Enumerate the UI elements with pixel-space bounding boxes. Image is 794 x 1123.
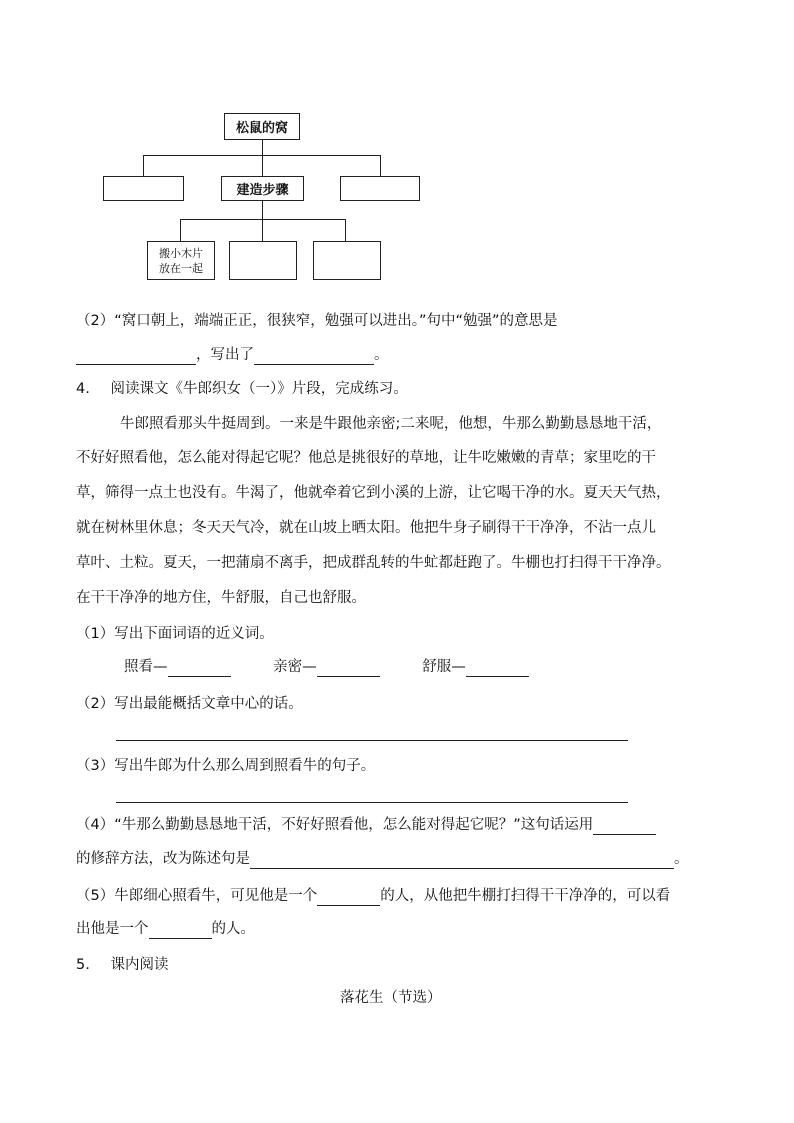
diagram-leaf-empty-box-2: [229, 241, 297, 280]
q5-passage-title: 落花生（节选）: [340, 990, 442, 1006]
connector: [262, 219, 263, 242]
q4-number: 4.: [76, 381, 90, 397]
q3-2-sep: ，写出了: [196, 347, 254, 363]
diagram-root-box: 松鼠的窝: [224, 113, 300, 140]
answer-blank[interactable]: [76, 348, 196, 365]
q4-sub5-text: 出他是一个: [76, 921, 149, 937]
q4-heading-text: 阅读课文《牛郎织女（一）》片段，完成练习。: [110, 381, 408, 397]
q3-2-answer-line: [76, 345, 389, 365]
connector: [262, 201, 263, 220]
answer-blank[interactable]: [250, 852, 674, 869]
synonym-row: [124, 657, 529, 677]
answer-blank[interactable]: [317, 889, 380, 906]
q4-sub4-text: （4）“牛那么勤勤恳恳地干活，不好好照看他，怎么能对得起它呢？”这句话运用: [76, 817, 594, 833]
connector: [345, 219, 346, 242]
synonym-word: 舒服—: [422, 659, 466, 675]
passage-line: 在干干净净的地方住，牛舒服，自己也舒服。: [76, 590, 366, 606]
q4-sub1: （1）写出下面词语的近义词。: [76, 626, 274, 642]
answer-line[interactable]: [116, 740, 628, 741]
passage-line: 牛郎照看那头牛挺周到。一来是牛跟他亲密;二来呢，他想，牛那么勤勤恳恳地干活，: [120, 416, 662, 432]
diagram-leaf-box-1: [147, 241, 215, 280]
answer-blank[interactable]: [593, 818, 656, 835]
diagram-right-empty-box: [340, 176, 420, 201]
q4-sub5-text: 的人，从他把牛棚打扫得干干净净的，可以看: [380, 888, 671, 904]
connector: [143, 155, 144, 177]
connector: [262, 140, 263, 156]
q3-2-text: （2）“窝口朝上，端端正正，很狭窄，勉强可以进出。”句中“勉强”的意思是: [76, 313, 558, 329]
q4-sub2: （2）写出最能概括文章中心的话。: [76, 696, 303, 712]
q5-heading-text: 课内阅读: [110, 957, 169, 973]
q4-sub4-line2: [76, 849, 689, 869]
q4-sub3: （3）写出牛郎为什么那么周到照看牛的句子。: [76, 758, 376, 774]
q4-sub4-text: 的修辞方法，改为陈述句是: [76, 851, 250, 867]
q4-sub5-line2: [76, 919, 255, 939]
answer-blank[interactable]: [168, 660, 231, 677]
answer-blank[interactable]: [317, 660, 380, 677]
connector: [262, 155, 263, 177]
q4-sub4-line1: [76, 815, 656, 835]
q3-2-end: 。: [374, 347, 389, 363]
q4-sub4-end: 。: [674, 851, 689, 867]
passage-line: 草叶、土粒。夏天，一把蒲扇不离手，把成群乱转的牛虻都赶跑了。牛棚也打扫得干干净净。: [76, 555, 671, 571]
answer-blank[interactable]: [466, 660, 529, 677]
answer-blank[interactable]: [149, 922, 212, 939]
q4-sub5-line1: [76, 886, 670, 906]
q4-heading: [76, 379, 408, 399]
diagram-left-empty-box: [103, 176, 184, 201]
passage-line: 草，筛得一点土也没有。牛渴了，他就牵着它到小溪的上游，让它喝干净的水。夏天天气热，: [76, 485, 671, 501]
q4-sub5-text: （5）牛郎细心照看牛，可见他是一个: [76, 888, 318, 904]
diagram-middle-box: 建造步骤: [221, 176, 304, 201]
q3-2-question: [76, 311, 558, 331]
connector: [380, 155, 381, 177]
synonym-word: 亲密—: [273, 659, 317, 675]
q5-number: 5.: [76, 957, 90, 973]
answer-line[interactable]: [116, 802, 628, 803]
answer-blank[interactable]: [254, 348, 374, 365]
diagram-leaf-empty-box-3: [313, 241, 381, 280]
connector: [180, 219, 181, 242]
q4-sub5-text: 的人。: [211, 921, 255, 937]
diagram-leaf-line: 搬小木片: [159, 246, 203, 260]
passage-line: 就在树林里休息；冬天天气冷，就在山坡上晒太阳。他把牛身子刷得干干净净，不沾一点儿: [76, 520, 656, 536]
synonym-word: 照看—: [124, 659, 168, 675]
diagram-leaf-line: 放在一起: [159, 261, 203, 275]
passage-line: 不好好照看他，怎么能对得起它呢？他总是挑很好的草地，让牛吃嫩嫩的青草；家里吃的干: [76, 450, 656, 466]
q5-heading: [76, 955, 168, 975]
